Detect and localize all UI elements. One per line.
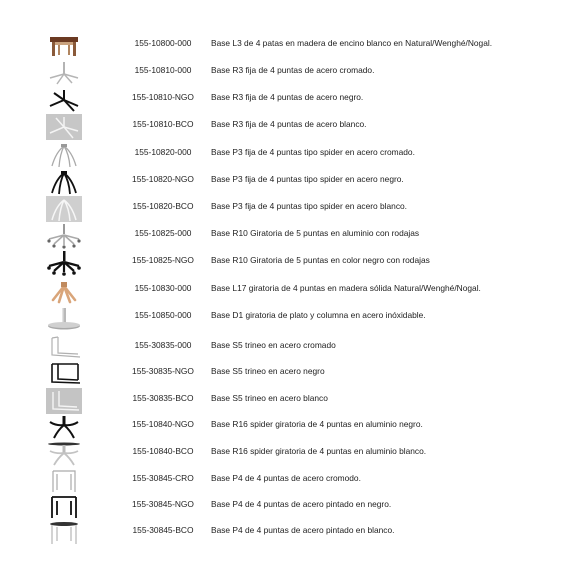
p3-black-spider-base-icon [44, 169, 84, 195]
product-row [0, 223, 580, 249]
product-description: Base P4 de 4 puntas de acero pintado en blanco. [211, 525, 395, 535]
l17-wood-swivel-base-icon [44, 278, 84, 304]
product-row [0, 520, 580, 546]
product-row [0, 114, 580, 140]
product-row [0, 250, 580, 276]
product-row [0, 196, 580, 222]
product-code: 155-10810-000 [134, 65, 192, 75]
product-description: Base R3 fija de 4 puntas de acero blanco. [211, 119, 367, 129]
product-description: Base R3 fija de 4 puntas de acero cromado. [211, 65, 375, 75]
r10-aluminum-five-star-caster-base-icon [44, 223, 84, 249]
s5-chrome-sled-base-icon [44, 335, 84, 361]
product-description: Base R10 Giratoria de 5 puntas en color negro con rodajas [211, 255, 430, 265]
r16-white-spider-swivel-base-icon [44, 441, 84, 467]
s5-white-sled-base-icon [44, 388, 84, 414]
product-code: 155-10810-BCO [132, 119, 194, 129]
product-code: 155-10820-BCO [132, 201, 194, 211]
p4-chrome-four-leg-base-icon [44, 468, 84, 494]
product-code: 155-30845-CRO [132, 473, 194, 483]
product-code: 155-30835-NGO [132, 366, 194, 376]
product-description: Base S5 trineo en acero cromado [211, 340, 336, 350]
product-code: 155-10825-NGO [132, 255, 194, 265]
product-description: Base P3 fija de 4 puntas tipo spider en acero cromado. [211, 147, 415, 157]
product-row [0, 142, 580, 168]
product-description: Base P4 de 4 puntas de acero cromodo. [211, 473, 361, 483]
product-row [0, 87, 580, 113]
product-row [0, 468, 580, 494]
product-description: Base P3 fija de 4 puntas tipo spider en acero blanco. [211, 201, 408, 211]
r10-black-five-star-caster-base-icon [44, 250, 84, 276]
product-description: Base R3 fija de 4 puntas de acero negro. [211, 92, 364, 102]
s5-black-sled-base-icon [44, 361, 84, 387]
product-code: 155-10820-000 [134, 147, 192, 157]
product-code: 155-30835-000 [134, 340, 192, 350]
product-description: Base L3 de 4 patas en madera de encino blanco en Natural/Wenghé/Nogal. [211, 38, 493, 48]
product-row [0, 335, 580, 361]
product-description: Base R10 Giratoria de 5 puntas en aluminio con rodajas [211, 228, 420, 238]
product-description: Base R16 spider giratoria de 4 puntas en aluminio negro. [211, 419, 423, 429]
product-code: 155-10800-000 [134, 38, 192, 48]
p3-chrome-spider-base-icon [44, 142, 84, 168]
product-code: 155-30835-BCO [132, 393, 194, 403]
product-code: 155-10810-NGO [132, 92, 194, 102]
product-description: Base S5 trineo en acero blanco [211, 393, 328, 403]
product-row [0, 361, 580, 387]
product-row [0, 169, 580, 195]
product-description: Base R16 spider giratoria de 4 puntas en aluminio blanco. [211, 446, 427, 456]
product-row [0, 441, 580, 467]
p3-white-spider-base-icon [44, 196, 84, 222]
product-code: 155-10840-NGO [132, 419, 194, 429]
product-row [0, 494, 580, 520]
r3-chrome-four-star-base-icon [44, 60, 84, 86]
product-row [0, 305, 580, 331]
r3-white-four-star-base-icon [44, 114, 84, 140]
product-row [0, 33, 580, 59]
product-code: 155-30845-NGO [132, 499, 194, 509]
product-code: 155-10850-000 [134, 310, 192, 320]
product-code: 155-10825-000 [134, 228, 192, 238]
product-description: Base P3 fija de 4 puntas tipo spider en acero negro. [211, 174, 404, 184]
d1-disc-column-base-icon [44, 305, 84, 331]
product-row [0, 60, 580, 86]
product-description: Base L17 giratoria de 4 puntas en madera sólida Natural/Wenghé/Nogal. [211, 283, 481, 293]
product-description: Base S5 trineo en acero negro [211, 366, 325, 376]
product-code: 155-10840-BCO [132, 446, 194, 456]
product-code: 155-30845-BCO [132, 525, 194, 535]
p4-black-four-leg-base-icon [44, 494, 84, 520]
product-description: Base D1 giratoria de plato y columna en acero inóxidable. [211, 310, 426, 320]
product-code: 155-10830-000 [134, 283, 192, 293]
product-row [0, 414, 580, 440]
l3-wood-four-leg-base-icon [44, 33, 84, 59]
product-row [0, 278, 580, 304]
r3-black-four-star-base-icon [44, 87, 84, 113]
product-code: 155-10820-NGO [132, 174, 194, 184]
p4-white-four-leg-base-icon [44, 520, 84, 546]
product-row [0, 388, 580, 414]
r16-black-spider-swivel-base-icon [44, 414, 84, 440]
product-description: Base P4 de 4 puntas de acero pintado en negro. [211, 499, 392, 509]
